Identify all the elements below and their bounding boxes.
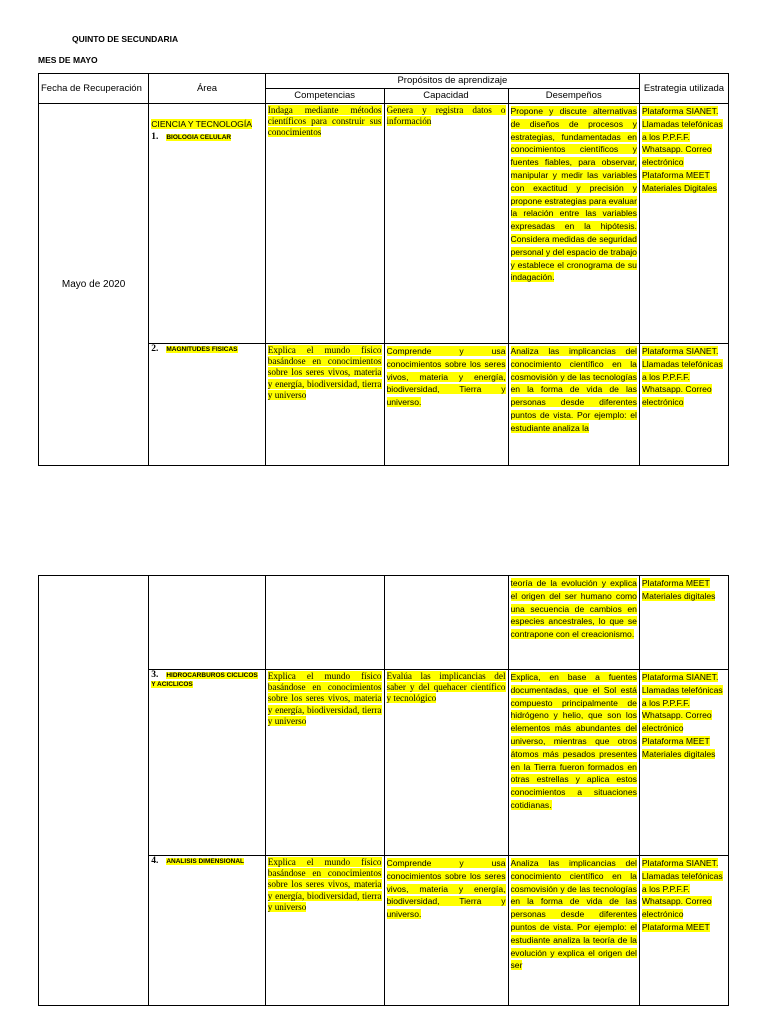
learning-table-page2: [38, 575, 729, 1006]
desempeno-cell: teoría de la evolución y explica el origen del ser humano como una secuencia de cambios en especies ancestrales, lo que se contrapone con el creacionismo.: [508, 576, 639, 670]
col-fecha-header: Fecha de Recuperación: [39, 74, 149, 104]
desempeno-cell: Propone y discute alternativas de diseños de procesos y estrategias, fundamentadas en conocimientos científicos y fuentes fiables, para observar, manipular y medir las variables con exactitud y precisión y propone estrategias para evaluar la relación entre las variables expresadas en la hipótesis. Considera medidas de seguridad personal y del espacio de trabajo y establece el cronograma de su indagación.: [508, 104, 639, 344]
area-cell: [149, 576, 266, 670]
table-row: [39, 576, 729, 670]
area-subtopic: 4. ANALISIS DIMENSIONAL: [151, 856, 244, 866]
area-title: CIENCIA Y TECNOLOGÍA: [151, 119, 252, 129]
desempeno-cell: Analiza las implicancias del conocimiento científico en la cosmovisión y de las tecnologías en la forma de vida de las personas desde diferentes puntos de vista. Por ejemplo: el estudiante analiza la teoría de la evolución y explica el origen del ser: [508, 856, 639, 1006]
col-capacidad-header: Capacidad: [384, 89, 508, 104]
col-propositos-header: Propósitos de aprendizaje: [265, 74, 639, 89]
col-competencias-header: Competencias: [265, 89, 384, 104]
competencia-cell: Indaga mediante métodos científicos para construir sus conocimientos: [265, 104, 384, 344]
area-subtopic: 1. BIOLOGIA CELULAR: [151, 131, 232, 142]
competencia-cell: [265, 576, 384, 670]
capacidad-cell: Comprende y usa conocimientos sobre los seres vivos, materia y energía, biodiversidad, Tierra y universo.: [384, 856, 508, 1006]
area-cell: [149, 856, 266, 1006]
competencia-cell: Explica el mundo físico basándose en conocimientos sobre los seres vivos, materia y energía, biodiversidad, tierra y universo: [265, 670, 384, 856]
desempeno-cell: Explica, en base a fuentes documentadas, que el Sol está compuesto principalmente de hidrógeno y helio, que son los elementos más abundantes del universo, mientras que otros átomos más pesados presentes en la Tierra fueron formados en otras estrellas y aplica estos conocimientos a situaciones cotidianas.: [508, 670, 639, 856]
fecha-cell: Mayo de 2020: [39, 104, 149, 466]
grade-heading: QUINTO DE SECUNDARIA: [72, 34, 179, 44]
estrategia-cell: Plataforma SIANET. Llamadas telefónicas a los P.P.F.F. Whatsapp. Correo electrónico Plataforma MEET Materiales Digitales: [639, 104, 728, 344]
table-row: [39, 104, 729, 344]
area-cell: [149, 344, 266, 466]
area-cell: [149, 670, 266, 856]
capacidad-cell: Genera y registra datos o información: [384, 104, 508, 344]
col-area-header: Área: [149, 74, 266, 104]
area-subtopic: 2. MAGNITUDES FISICAS: [151, 344, 238, 354]
area-cell: [149, 104, 266, 344]
competencia-cell: Explica el mundo físico basándose en conocimientos sobre los seres vivos, materia y energía, biodiversidad, tierra y universo: [265, 856, 384, 1006]
capacidad-cell: [384, 576, 508, 670]
estrategia-cell: Plataforma SIANET. Llamadas telefónicas a los P.P.F.F. Whatsapp. Correo electrónico Plataforma MEET Materiales digitales: [639, 670, 728, 856]
desempeno-cell: Analiza las implicancias del conocimiento científico en la cosmovisión y de las tecnologías en la forma de vida de las personas desde diferentes puntos de vista. Por ejemplo: el estudiante analiza la: [508, 344, 639, 466]
area-subtopic: 3. HIDROCARBUROS CICLICOS Y ACICLICOS: [151, 670, 258, 688]
learning-table-page1: [38, 73, 729, 466]
col-desempenos-header: Desempeños: [508, 89, 639, 104]
estrategia-cell: Plataforma SIANET. Llamadas telefónicas a los P.P.F.F. Whatsapp. Correo electrónico: [639, 344, 728, 466]
capacidad-cell: Evalúa las implicancias del saber y del quehacer científico y tecnológico: [384, 670, 508, 856]
month-heading: MES DE MAYO: [38, 55, 98, 65]
competencia-cell: Explica el mundo físico basándose en conocimientos sobre los seres vivos, materia y energía, biodiversidad, tierra y universo: [265, 344, 384, 466]
capacidad-cell: Comprende y usa conocimientos sobre los seres vivos, materia y energía, biodiversidad, Tierra y universo.: [384, 344, 508, 466]
estrategia-cell: Plataforma SIANET. Llamadas telefónicas a los P.P.F.F. Whatsapp. Correo electrónico Plataforma MEET: [639, 856, 728, 1006]
estrategia-cell: Plataforma MEET Materiales digitales: [639, 576, 728, 670]
col-estrategia-header: Estrategia utilizada: [639, 74, 728, 104]
fecha-cell: [39, 576, 149, 1006]
